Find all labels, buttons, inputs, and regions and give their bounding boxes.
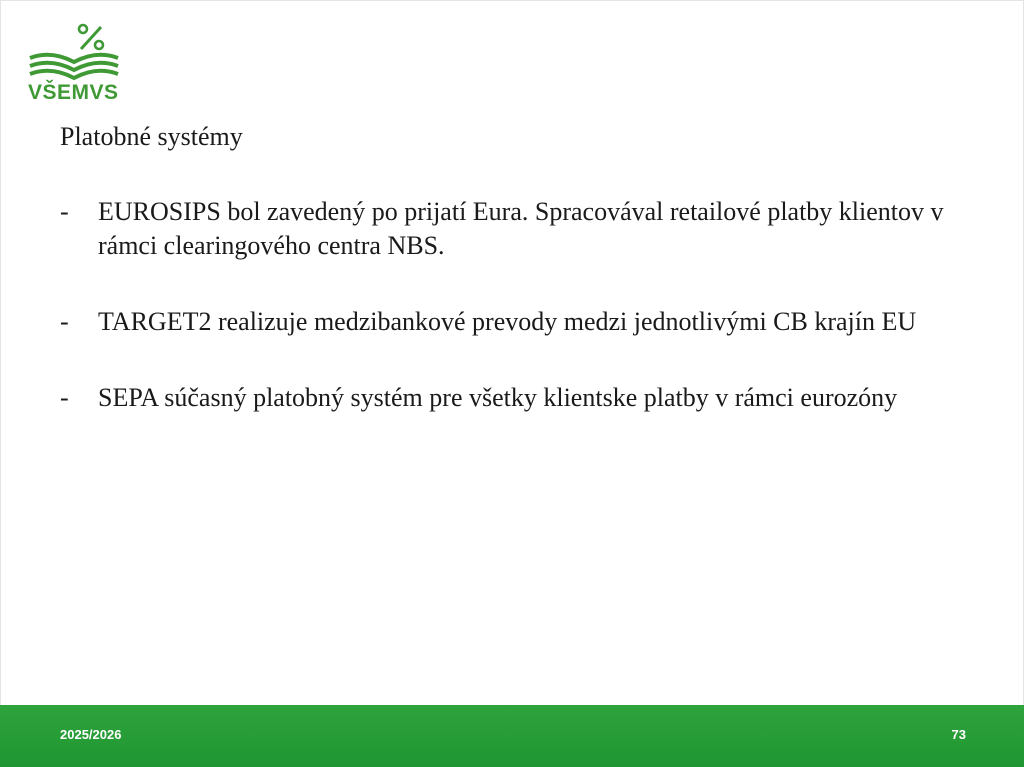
logo-text: VŠEMVS: [28, 81, 119, 104]
bullet-text: TARGET2 realizuje medzibankové prevody medzi jednotlivými CB krajín EU: [98, 307, 917, 336]
bullet-item: [60, 195, 958, 263]
slide-title: Platobné systémy: [60, 122, 243, 151]
bullet-list: [60, 195, 980, 415]
bullet-item: [60, 381, 958, 415]
bullet-text: SEPA súčasný platobný systém pre všetky klientske platby v rámci eurozóny: [98, 383, 898, 412]
slide-content: [60, 120, 980, 415]
page-number: 73: [951, 727, 966, 742]
footer-academic-year: 2025/2026: [60, 727, 122, 742]
footer-bar: [0, 705, 1024, 767]
bullet-item: [60, 305, 958, 339]
bullet-marker: -: [60, 307, 69, 336]
bullet-marker: -: [60, 383, 69, 412]
logo: [26, 22, 122, 108]
book-percent-icon: [26, 22, 122, 82]
bullet-text: EUROSIPS bol zavedený po prijatí Eura. Spracovával retailové platby klientov v rámci clearingového centra NBS.: [98, 197, 944, 260]
bullet-marker: -: [60, 197, 69, 226]
